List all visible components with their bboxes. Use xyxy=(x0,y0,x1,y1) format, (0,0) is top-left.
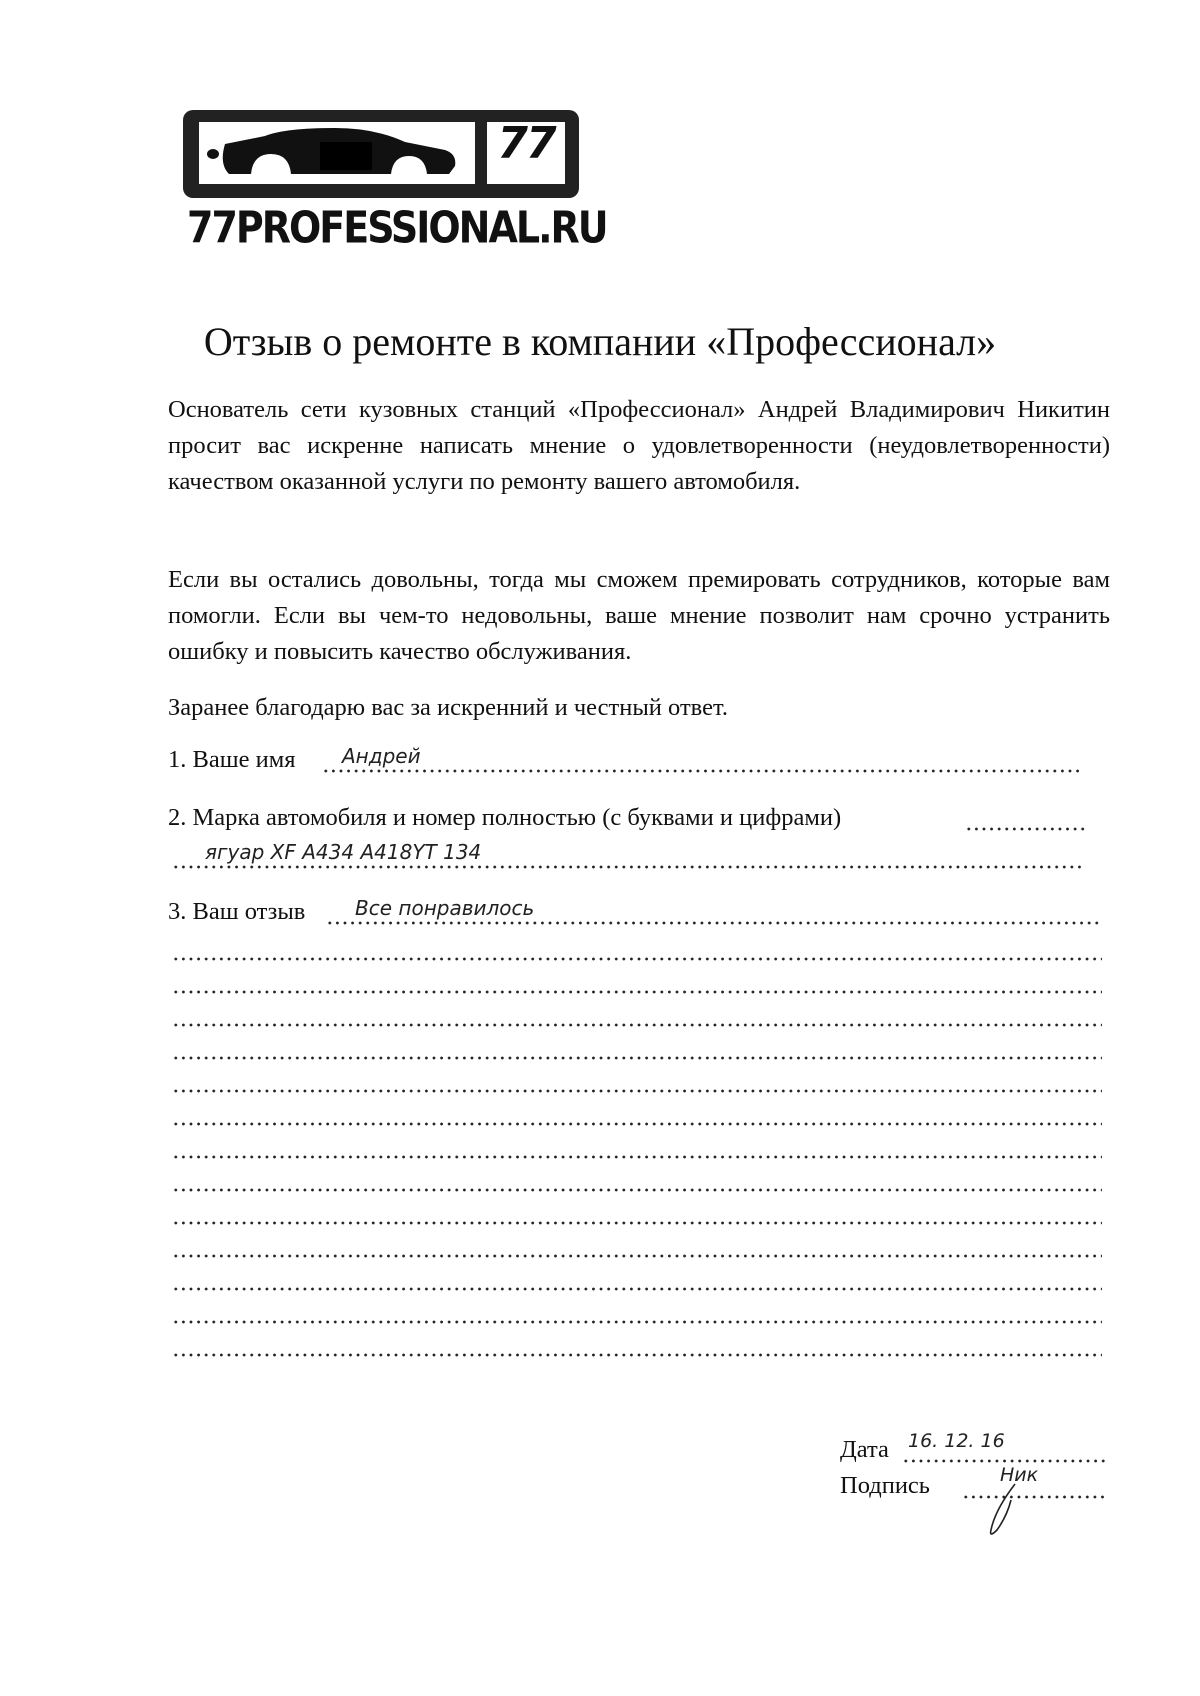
review-field-value[interactable]: Все понравилось xyxy=(355,896,535,920)
review-line[interactable] xyxy=(172,1154,1102,1160)
car-field-line-2[interactable] xyxy=(172,864,1082,870)
date-value[interactable]: 16. 12. 16 xyxy=(908,1430,1005,1452)
logo-site-text: 77PROFESSIONAL.RU xyxy=(187,202,607,253)
name-field-label: 1. Ваше имя xyxy=(168,746,296,773)
review-line[interactable] xyxy=(172,1319,1102,1325)
name-field-value[interactable]: Андрей xyxy=(342,744,421,768)
review-line[interactable] xyxy=(172,1088,1102,1094)
review-field-label: 3. Ваш отзыв xyxy=(168,898,306,925)
review-line[interactable] xyxy=(172,1187,1102,1193)
review-line[interactable] xyxy=(172,1253,1102,1259)
document-title: Отзыв о ремонте в компании «Профессионал» xyxy=(203,319,997,364)
thanks-paragraph: Заранее благодарю вас за искренний и честный ответ. xyxy=(168,694,728,721)
review-line[interactable] xyxy=(172,1220,1102,1226)
review-line[interactable] xyxy=(172,1022,1102,1028)
car-field-label: 2. Марка автомобиля и номер полностью (с буквами и цифрами) xyxy=(168,804,842,831)
name-field-line[interactable] xyxy=(322,768,1082,774)
review-field-line-0[interactable] xyxy=(326,920,1102,926)
review-line[interactable] xyxy=(172,1121,1102,1127)
date-label: Дата xyxy=(840,1436,889,1463)
motivation-paragraph: Если вы остались довольны, тогда мы сможем премировать сотрудников, которые вам помогли. Если вы чем-то недовольны, ваше мнение позволит нам срочно устранить ошибку и повысить качество обслуживания. xyxy=(168,566,1110,665)
car-icon xyxy=(205,124,461,182)
signature-value[interactable]: Ник xyxy=(1000,1464,1039,1486)
company-logo xyxy=(183,110,607,260)
review-line[interactable] xyxy=(172,956,1102,962)
car-field-line-1 xyxy=(965,826,1087,832)
logo-number: 77 xyxy=(497,118,555,169)
signature-flourish-icon xyxy=(985,1480,1025,1540)
signature-line[interactable] xyxy=(962,1494,1106,1500)
review-line[interactable] xyxy=(172,1286,1102,1292)
car-field-value[interactable]: ягуар XF A434 A418YT 134 xyxy=(205,840,482,864)
review-line[interactable] xyxy=(172,1055,1102,1061)
review-line[interactable] xyxy=(172,1352,1102,1358)
signature-label: Подпись xyxy=(840,1472,930,1499)
review-line[interactable] xyxy=(172,989,1102,995)
intro-paragraph: Основатель сети кузовных станций «Профессионал» Андрей Владимирович Никитин просит вас искренне написать мнение о удовлетворенности (неудовлетворенности) качеством оказанной услуги по ремонту вашего автомобиля. xyxy=(168,396,1110,495)
